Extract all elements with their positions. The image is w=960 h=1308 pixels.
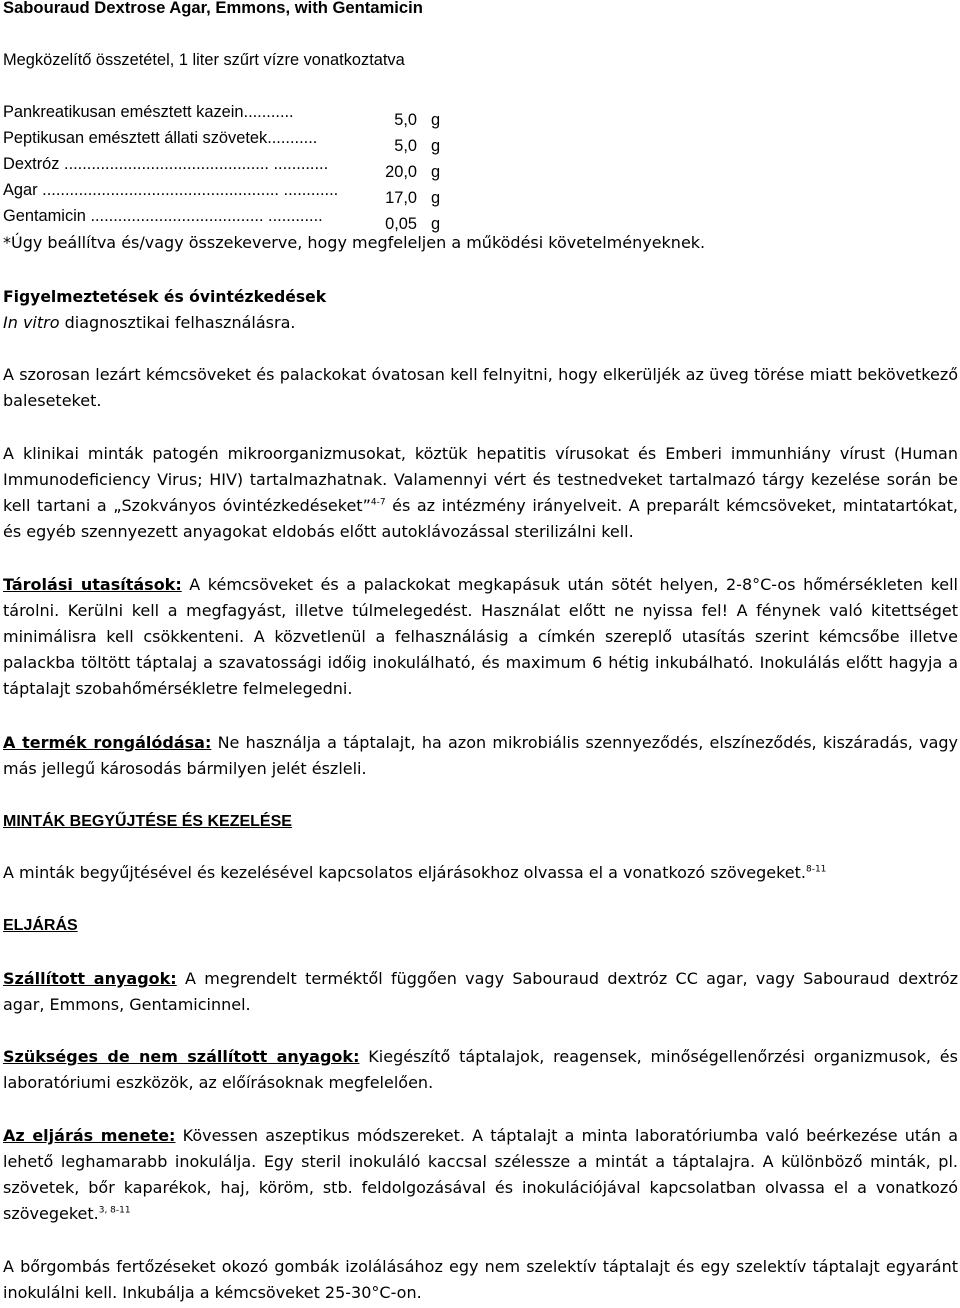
formula-amount: 20,0	[385, 163, 417, 181]
formula-row	[3, 203, 441, 233]
final-paragraph: A bőrgombás fertőzéseket okozó gombák izolálásához egy nem szelektív táptalajt és egy szelektív táptalajt egyaránt inokulálni kell. Inkubálja a kémcsöveket 25-30°C-on.	[3, 1257, 958, 1302]
formula-amount: 5,0	[394, 111, 417, 129]
reference-superscript: 4-7	[370, 497, 386, 508]
reference-superscript: 3, 8-11	[98, 1205, 131, 1216]
specimen-text: A minták begyűjtésével és kezelésével kapcsolatos eljárásokhoz olvassa el a vonatkozó szövegeket.	[3, 863, 806, 882]
procedure-label: Az eljárás menete:	[3, 1126, 176, 1145]
storage-paragraph	[3, 572, 958, 702]
formula-row	[3, 99, 441, 129]
formula-row	[3, 125, 441, 155]
specimen-paragraph	[3, 860, 826, 886]
required-text: Kiegészítő táptalajok, reagensek, minőségellenőrzési organizmusok, és laboratóriumi eszközök, az előírásoknak megfelelően.	[3, 1047, 958, 1092]
procedure-heading: ELJÁRÁS	[3, 917, 78, 934]
deterioration-label: A termék rongálódása:	[3, 733, 212, 752]
formula-row	[3, 177, 441, 207]
storage-text: A kémcsöveket és a palackokat megkapásuk után sötét helyen, 2-8°C-os hőmérsékleten kell tárolni. Kerülni kell a megfagyást, illetve túlmelegedést. Használat előtt ne nyissa fel! A fénynek való kitettséget minimálisra kell csökkenteni. A közvetlenül a felhasználásig a címkén szereplő utasítás szerint kémcsőbe illetve palackba töltött táptalaj a szavatossági időig inokulálható, és maximum 6 hétig inkubálható. Inokulálás előtt hagyja a táptalajt szobahőmérsékletre felmelegedni.	[3, 575, 958, 698]
formula-ingredient: Dextróz ............................................. ............	[3, 155, 329, 173]
materials-label: Szállított anyagok:	[3, 969, 177, 988]
required-label: Szükséges de nem szállított anyagok:	[3, 1047, 360, 1066]
specimen-heading: MINTÁK BEGYŰJTÉSE ÉS KEZELÉSE	[3, 813, 292, 830]
warning-paragraph-1: A szorosan lezárt kémcsöveket és palackokat óvatosan kell felnyitni, hogy elkerüljék az üveg törése miatt bekövetkező baleseteket.	[3, 365, 958, 410]
formula-amount: 5,0	[394, 137, 417, 155]
materials-text: A megrendelt terméktől függően vagy Sabouraud dextróz CC agar, vagy Sabouraud dextróz agar, Emmons, Gentamicinnel.	[3, 969, 958, 1014]
warnings-heading: Figyelmeztetések és óvintézkedések	[3, 288, 327, 306]
formula-amount: 0,05	[385, 215, 417, 233]
formula-note: *Úgy beállítva és/vagy összekeverve, hogy megfeleljen a működési követelményeknek.	[3, 233, 706, 252]
warning-paragraph-2: A klinikai minták patogén mikroorganizmusokat, köztük hepatitis vírusokat és Emberi immunhiány vírust (Human Immunodeficiency Virus; HIV) tartalmazhatnak. Valamennyi vért és testnedveket tartalmazó tárgy kezelése során be kell tartani a „Szokványos óvintézkedéseket”$^{4-7}$ és az intézmény irányelveit. A preparált kémcsöveket, mintatartókat, és egyéb szennyezett anyagokat eldobás előtt autoklávozással sterilizálni kell.	[3, 444, 959, 541]
composition-intro: Megközelítő összetétel, 1 liter szűrt vízre vonatkoztatva	[3, 51, 405, 69]
formula-unit: g	[431, 137, 441, 155]
formula-unit: g	[431, 189, 441, 207]
required-materials-paragraph	[3, 1044, 958, 1096]
reference-superscript: 8-11	[805, 864, 827, 875]
in-vitro-rest: diagnosztikai felhasználásra.	[59, 313, 296, 332]
formula-ingredient: Pankreatikusan emésztett kazein...........	[3, 103, 294, 121]
formula-unit: g	[431, 111, 441, 129]
formula-unit: g	[431, 215, 441, 233]
formula-row	[3, 151, 441, 181]
procedure-text: Kövessen aszeptikus módszereket. A táptalajt a minta laboratóriumba való beérkezése után a lehető leghamarabb inokulálja. Egy steril inokuláló kaccsal szélessze a mintát a táptalajra. A különböző minták, pl. szövetek, bőr kaparékok, haj, köröm, stb. feldolgozásával és inokulációjával kapcsolatban olvassa el a vonatkozó szövegeket.	[3, 1126, 959, 1223]
deterioration-paragraph	[3, 730, 958, 782]
in-vitro-line	[3, 310, 295, 336]
deterioration-text: Ne használja a táptalajt, ha azon mikrobiális szennyeződés, elszíneződés, kiszáradás, vagy más jellegű károsodás bármilyen jelét észleli.	[3, 733, 959, 778]
formula-ingredient: Gentamicin ...................................... ............	[3, 207, 323, 225]
document-title: Sabouraud Dextrose Agar, Emmons, with Gentamicin	[3, 0, 423, 17]
formula-unit: g	[431, 163, 441, 181]
formula-ingredient: Agar .................................................... ............	[3, 181, 339, 199]
formula-amount: 17,0	[385, 189, 417, 207]
procedure-paragraph	[3, 1123, 958, 1227]
storage-label: Tárolási utasítások:	[3, 575, 182, 594]
materials-paragraph	[3, 966, 958, 1018]
in-vitro-italic: In vitro	[3, 313, 60, 332]
formula-ingredient: Peptikusan emésztett állati szövetek...........	[3, 129, 318, 147]
